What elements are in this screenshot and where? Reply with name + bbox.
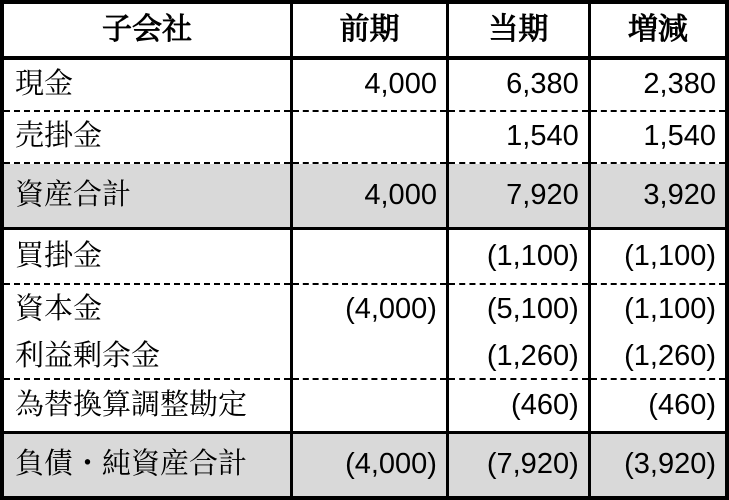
row-label-accounts-receivable: 売掛金 [2,111,292,162]
row-label-cash: 現金 [2,58,292,112]
accounts-payable-current-value: (1,100) [447,229,589,284]
accounts-payable-prior-value [292,229,448,284]
table-row-total-assets [2,163,727,229]
table-row-foreign-currency-translation-adjustment [2,379,727,433]
table-row-accounts-receivable [2,111,727,162]
fcta-prior-value [292,379,448,433]
capital-stock-prior-value: (4,000) [292,284,448,335]
table-header-row [2,2,727,58]
total-liabilities-net-assets-current-value: (7,920) [447,433,589,498]
column-header-prior-period: 前期 [292,2,448,58]
capital-stock-current-value: (5,100) [447,284,589,335]
row-label-retained-earnings: 利益剰余金 [2,335,292,379]
fcta-change-value: (460) [589,379,727,433]
table-row-total-liabilities-and-net-assets [2,433,727,498]
cash-change-value: 2,380 [589,58,727,112]
retained-earnings-current-value: (1,260) [447,335,589,379]
total-liabilities-net-assets-change-value: (3,920) [589,433,727,498]
accounts-receivable-change-value: 1,540 [589,111,727,162]
row-label-capital-stock: 資本金 [15,292,103,325]
row-label-total-assets: 資産合計 [2,163,292,229]
total-assets-current-value: 7,920 [447,163,589,229]
column-header-current-period: 当期 [447,2,589,58]
table-row-retained-earnings [2,335,727,379]
total-assets-prior-value: 4,000 [292,163,448,229]
row-label-foreign-currency-translation-adjustment: 為替換算調整勘定 [2,379,292,433]
column-header-change: 増減 [589,2,727,58]
column-header-subsidiary: 子会社 [2,2,292,58]
table-row-cash [2,58,727,112]
accounts-payable-change-value: (1,100) [589,229,727,284]
row-label-total-liabilities-and-net-assets: 負債・純資産合計 [2,433,292,498]
accounts-receivable-current-value: 1,540 [447,111,589,162]
retained-earnings-prior-value [292,335,448,379]
total-liabilities-net-assets-prior-value: (4,000) [292,433,448,498]
capital-stock-change-value: (1,100) [589,284,727,335]
retained-earnings-change-value: (1,260) [589,335,727,379]
table-row-capital-stock [2,284,727,335]
cash-current-value: 6,380 [447,58,589,112]
cash-prior-value: 4,000 [292,58,448,112]
fcta-current-value: (460) [447,379,589,433]
row-label-accounts-payable: 買掛金 [2,229,292,284]
total-assets-change-value: 3,920 [589,163,727,229]
table-row-accounts-payable [2,229,727,284]
accounts-receivable-prior-value [292,111,448,162]
